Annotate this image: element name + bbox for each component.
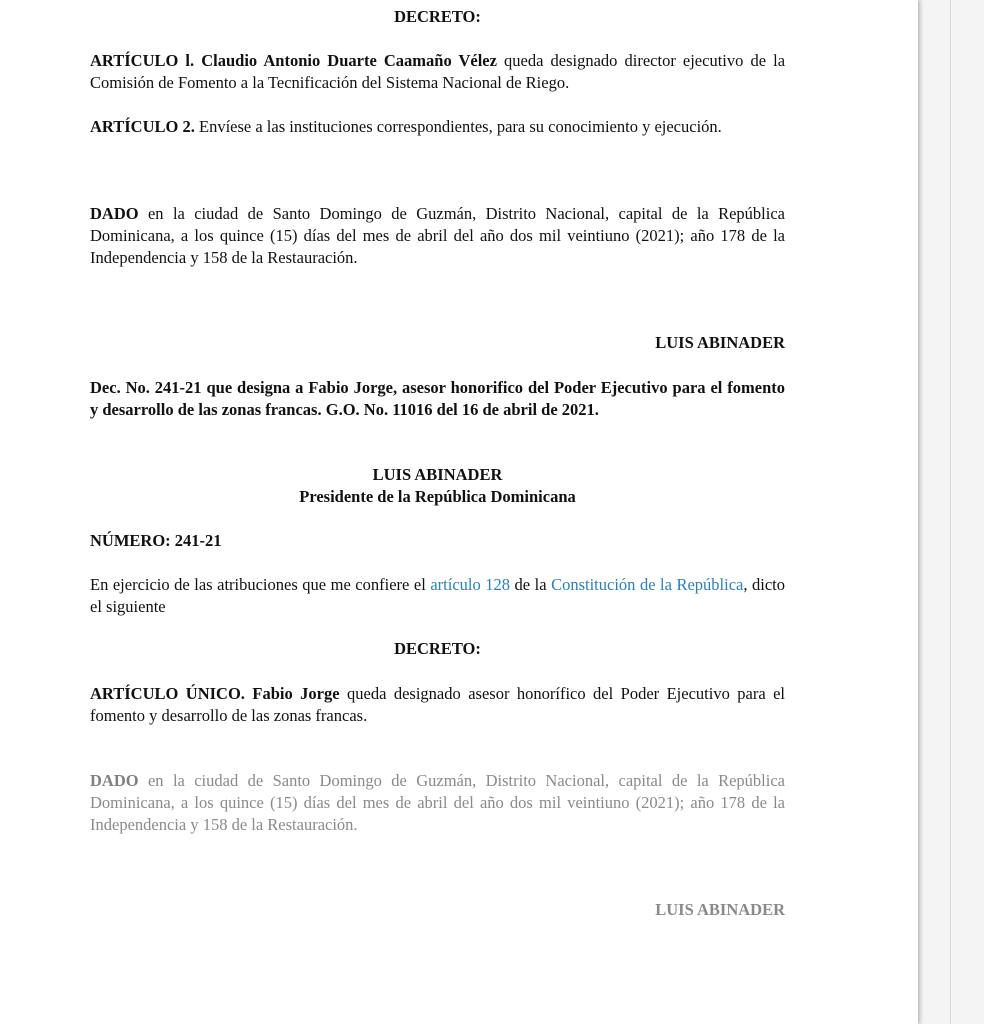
decree2-article-name: Fabio Jorge [252, 684, 340, 703]
decree2-article-unico [90, 683, 785, 727]
decree1-article-2-label: ARTÍCULO 2. [90, 117, 195, 136]
preamble-text-middle: de la [514, 575, 547, 594]
decree2-heading: DECRETO: [394, 639, 481, 658]
preamble-text-before: En ejercicio de las atribuciones que me confiere el [90, 575, 426, 594]
decree1-article-1-name: Claudio Antonio Duarte Caamaño Vélez [201, 51, 497, 70]
decree2-dado-text: en la ciudad de Santo Domingo de Guzmán, Distrito Nacional, capital de la República Dominicana, a los quince (15) días del mes de abril del año dos mil veintiuno (2021); año 178 de la Independencia y 158 de la Restauración. [90, 771, 786, 834]
decree2-summary: Dec. No. 241-21 que designa a Fabio Jorge, asesor honorifico del Poder Ejecutivo para el fomento y desarrollo de las zonas francas. G.O. No. 11016 del 16 de abril de 2021. [90, 378, 785, 419]
preamble-text-after: , dicto el siguiente [90, 575, 786, 616]
decree2-preamble [90, 574, 785, 618]
page-edge-divider [950, 0, 951, 1024]
decree2-dado [90, 770, 785, 836]
decree1-article-1-label: ARTÍCULO l. [90, 51, 195, 70]
article-128-link[interactable]: artículo 128 [430, 575, 510, 594]
president-name: LUIS ABINADER [372, 465, 503, 484]
decree1-article-1-text: queda designado director ejecutivo de la Comisión de Fomento a la Tecnificación del Sistema Nacional de Riego. [90, 51, 786, 92]
decree1-article-2-text: Envíese a las instituciones correspondientes, para su conocimiento y ejecución. [198, 117, 722, 136]
decree1-dado-label: DADO [90, 204, 139, 223]
decree1-heading: DECRETO: [394, 7, 481, 26]
decree1-signature: LUIS ABINADER [655, 333, 785, 352]
decree1-article-1 [90, 50, 785, 94]
decree1-article-2 [90, 116, 785, 138]
decree1-dado [90, 203, 785, 269]
decree2-signature: LUIS ABINADER [655, 900, 785, 919]
decree2-article-label: ARTÍCULO ÚNICO. [90, 684, 245, 703]
decree2-article-text: queda designado asesor honorífico del Poder Ejecutivo para el fomento y desarrollo de las zonas francas. [90, 684, 786, 725]
decree2-dado-label: DADO [90, 771, 139, 790]
decree-number: NÚMERO: 241-21 [90, 531, 222, 550]
decree1-dado-text: en la ciudad de Santo Domingo de Guzmán, Distrito Nacional, capital de la República Dominicana, a los quince (15) días del mes de abril del año dos mil veintiuno (2021); año 178 de la Independencia y 158 de la Restauración. [90, 204, 786, 267]
president-title: Presidente de la República Dominicana [299, 487, 576, 506]
constitution-link[interactable]: Constitución de la República [551, 575, 744, 594]
